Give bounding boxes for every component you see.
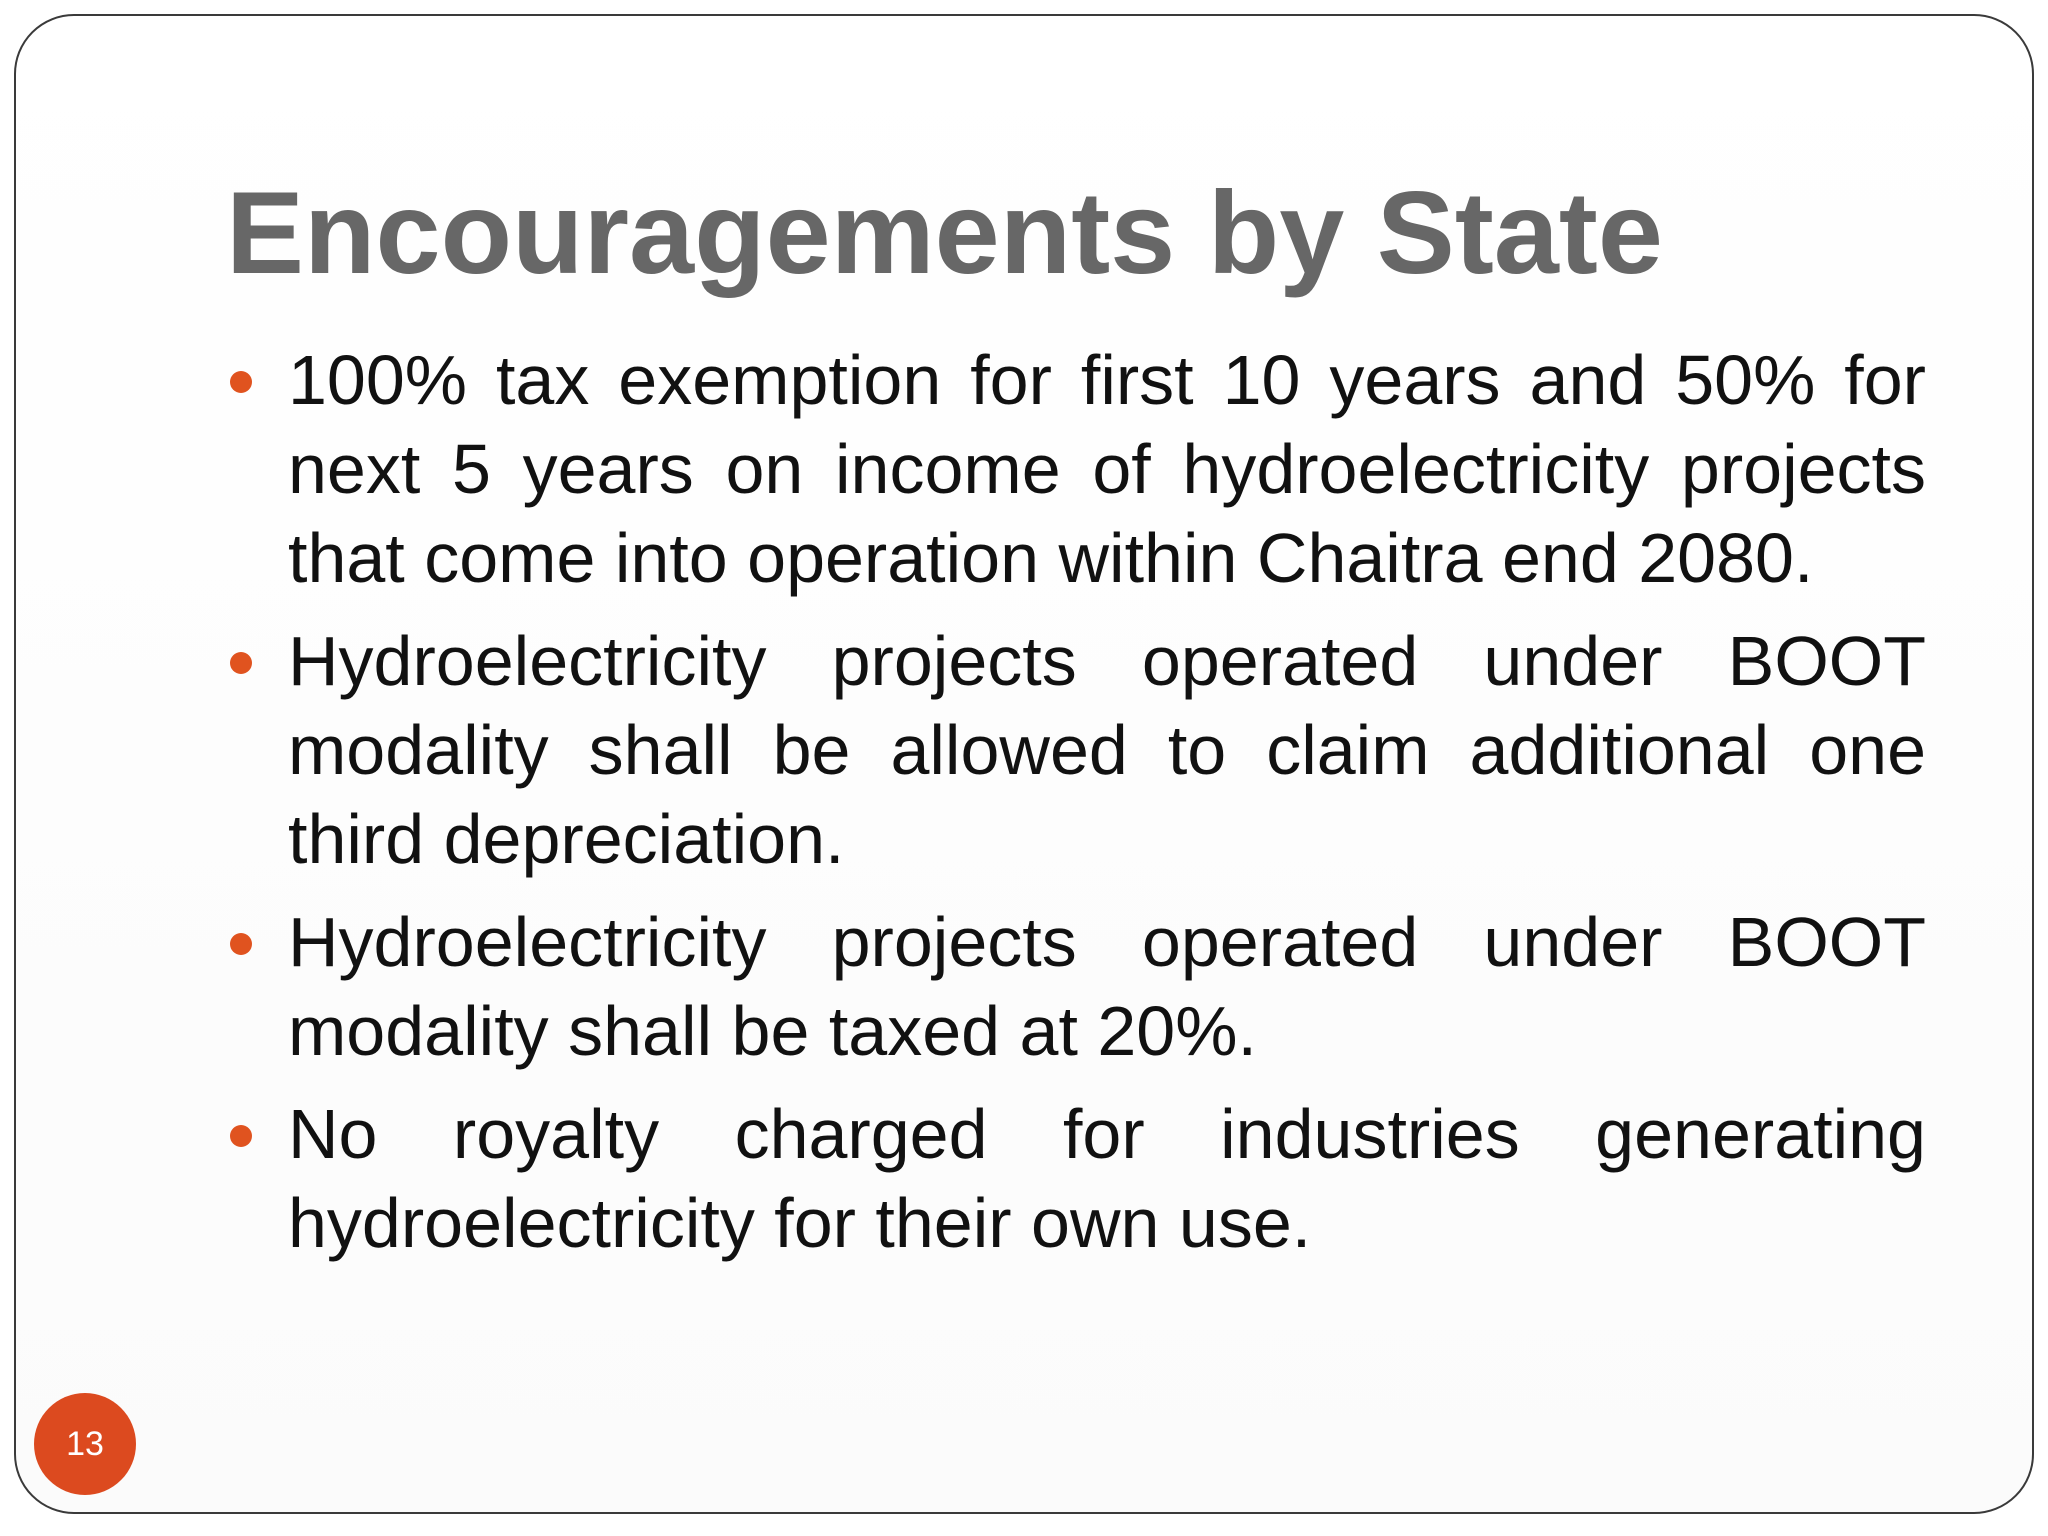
bullet-text: Hydroelectricity projects operated under BOOT modality shall be taxed at 20%. bbox=[288, 903, 1926, 1070]
list-item bbox=[288, 617, 1926, 884]
slide-title: Encouragements by State bbox=[226, 167, 1663, 298]
list-item bbox=[288, 898, 1926, 1076]
bullet-list bbox=[288, 336, 1926, 1282]
list-item bbox=[288, 336, 1926, 603]
bullet-dot-icon bbox=[230, 652, 252, 674]
list-item bbox=[288, 1090, 1926, 1268]
bullet-dot-icon bbox=[230, 1125, 252, 1147]
bullet-dot-icon bbox=[230, 371, 252, 393]
bullet-text: Hydroelectricity projects operated under BOOT modality shall be allowed to claim additional one third depreciation. bbox=[288, 622, 1926, 878]
bullet-text: 100% tax exemption for first 10 years and 50% for next 5 years on income of hydroelectricity projects that come into operation within Chaitra end 2080. bbox=[288, 341, 1926, 597]
page-number-badge: 13 bbox=[34, 1393, 136, 1495]
bullet-text: No royalty charged for industries generating hydroelectricity for their own use. bbox=[288, 1095, 1926, 1262]
bullet-dot-icon bbox=[230, 933, 252, 955]
